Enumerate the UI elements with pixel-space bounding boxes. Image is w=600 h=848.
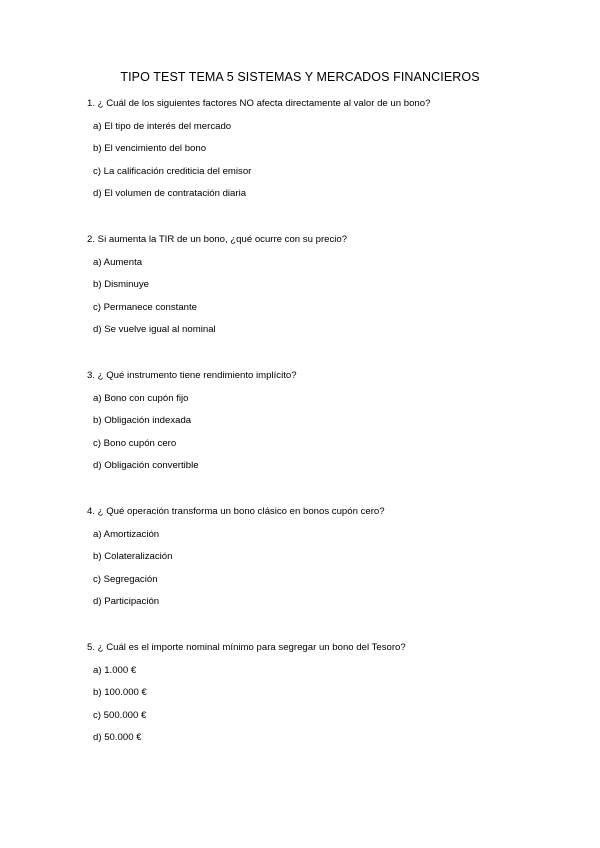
question-3-option-c: c) Bono cupón cero bbox=[93, 438, 177, 449]
question-1: 1. ¿ Cuál de los siguientes factores NO afecta directamente al valor de un bono? bbox=[87, 98, 431, 109]
question-5-option-d: d) 50.000 € bbox=[93, 732, 142, 743]
question-4-option-a: a) Amortización bbox=[93, 529, 160, 540]
question-3-option-b: b) Obligación indexada bbox=[93, 415, 192, 426]
question-1-option-c: c) La calificación crediticia del emisor bbox=[93, 166, 252, 177]
question-2-option-d: d) Se vuelve igual al nominal bbox=[93, 324, 216, 335]
question-5-option-c: c) 500.000 € bbox=[93, 710, 147, 721]
question-5-option-a: a) 1.000 € bbox=[93, 665, 137, 676]
question-4-option-c: c) Segregación bbox=[93, 574, 158, 585]
question-1-option-d: d) El volumen de contratación diaria bbox=[93, 188, 247, 199]
question-1-option-b: b) El vencimiento del bono bbox=[93, 143, 207, 154]
question-2-option-c: c) Permanece constante bbox=[93, 302, 197, 313]
question-2-option-b: b) Disminuye bbox=[93, 279, 149, 290]
question-5: 5. ¿ Cuál es el importe nominal mínimo para segregar un bono del Tesoro? bbox=[87, 642, 406, 653]
question-3-option-a: a) Bono con cupón fijo bbox=[93, 393, 189, 404]
question-2: 2. Si aumenta la TIR de un bono, ¿qué ocurre con su precio? bbox=[87, 234, 348, 245]
question-4: 4. ¿ Qué operación transforma un bono clásico en bonos cupón cero? bbox=[87, 506, 385, 517]
document-title: TIPO TEST TEMA 5 SISTEMAS Y MERCADOS FINANCIEROS bbox=[120, 70, 480, 84]
question-2-option-a: a) Aumenta bbox=[93, 257, 143, 268]
question-4-option-d: d) Participación bbox=[93, 596, 160, 607]
question-3: 3. ¿ Qué instrumento tiene rendimiento implícito? bbox=[87, 370, 297, 381]
question-5-option-b: b) 100.000 € bbox=[93, 687, 147, 698]
question-3-option-d: d) Obligación convertible bbox=[93, 460, 199, 471]
question-1-option-a: a) El tipo de interés del mercado bbox=[93, 121, 232, 132]
question-4-option-b: b) Colateralización bbox=[93, 551, 173, 562]
